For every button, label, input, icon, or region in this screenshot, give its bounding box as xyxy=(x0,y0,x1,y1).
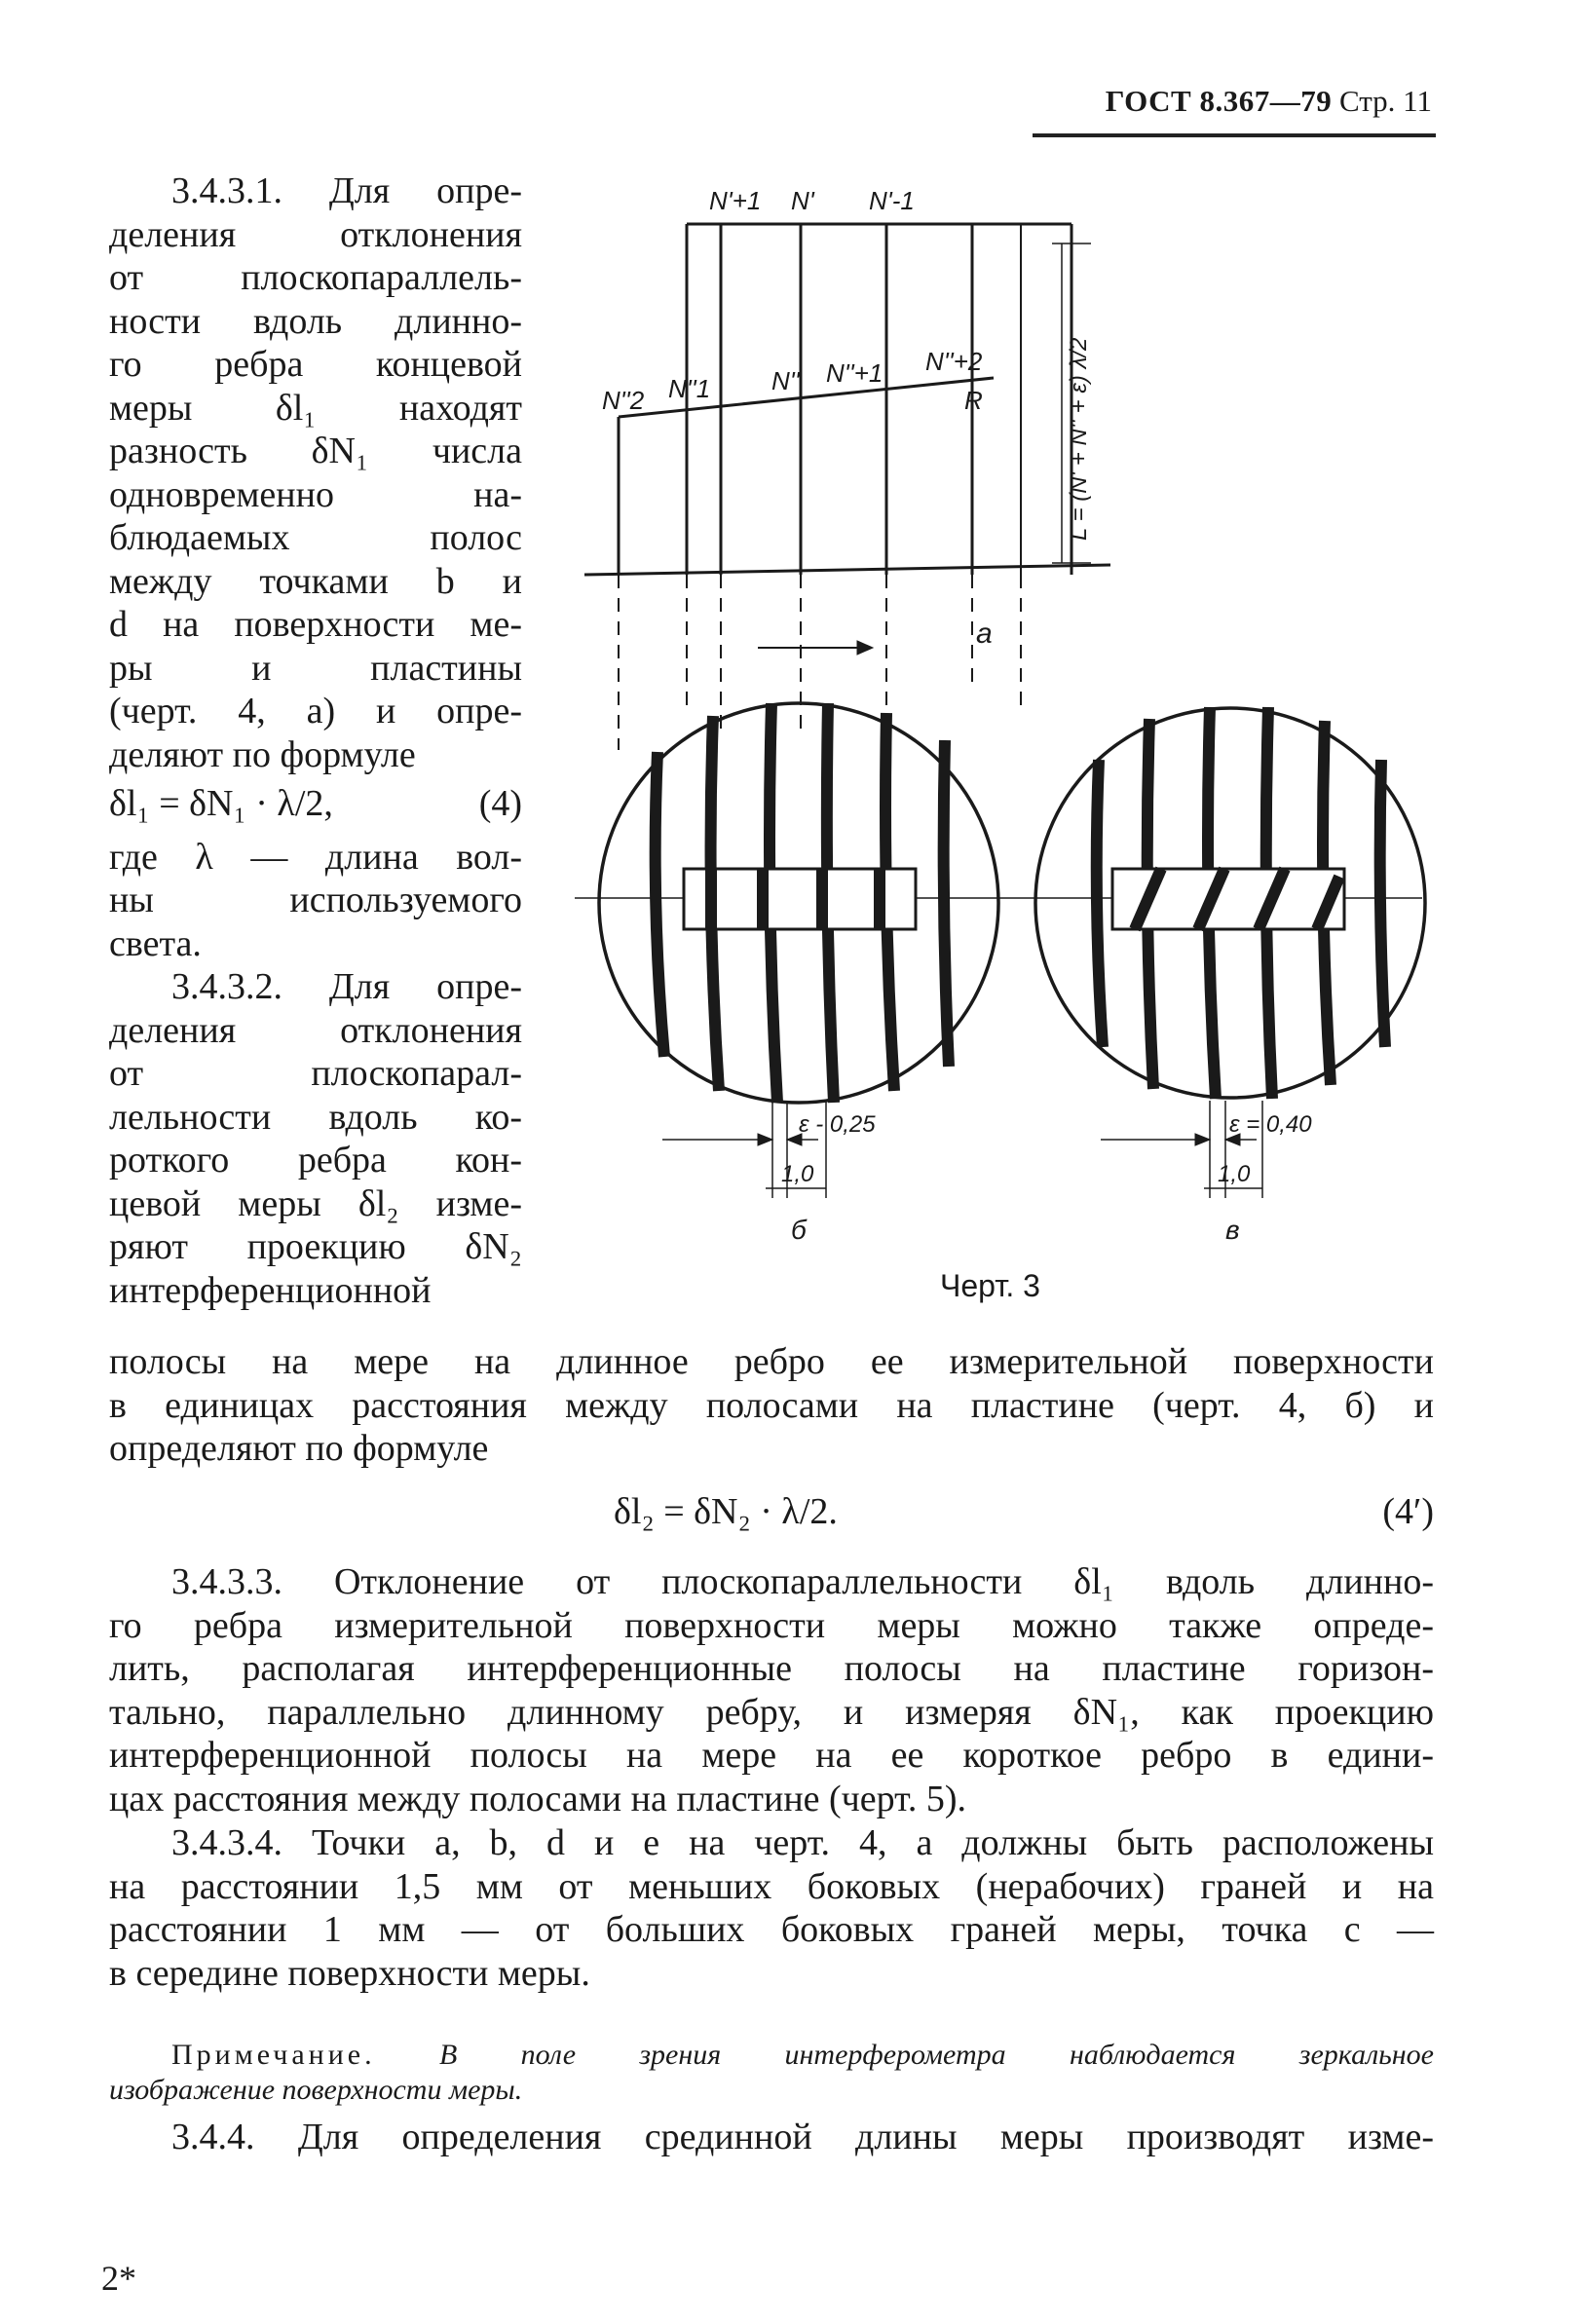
label-n-prime: N' xyxy=(791,186,814,215)
text-line: 3.4.3.4. Точки a, b, d и e на черт. 4, a должны быть расположены xyxy=(171,1822,1434,1863)
figure-drawing-3 xyxy=(565,166,1442,1276)
label-eps-v: ε = 0,40 xyxy=(1229,1111,1312,1138)
paragraph-3-4-3-2-cont xyxy=(109,1340,1434,1471)
label-r: R xyxy=(964,386,983,415)
note-line-1 xyxy=(109,2038,1434,2073)
page-footer-signature: 2* xyxy=(101,2259,136,2298)
text-line: ны используемого xyxy=(109,880,522,920)
standard-number: ГОСТ 8.367—79 xyxy=(1105,84,1333,118)
left-text-column xyxy=(109,169,522,1312)
text-line: ности вдоль длинно- xyxy=(109,300,522,342)
text-line: интерференционной полосы на мере на ее короткое ребро в едини- xyxy=(109,1735,1434,1776)
text-line: цах расстояния между полосами на пластине (черт. 5). xyxy=(109,1778,967,1819)
text-line: d на поверхности ме- xyxy=(109,604,522,645)
text-line: 3.4.4. Для определения срединной длины меры производят изме- xyxy=(171,2117,1434,2157)
label-n2: N'' xyxy=(771,366,800,395)
text-line: на расстоянии 1,5 мм от меньших боковых (нерабочих) граней и на xyxy=(109,1865,1434,1907)
text-line: между точками b и xyxy=(109,560,522,602)
text-line: одновременно на- xyxy=(109,473,522,515)
text-line: го ребра измерительной поверхности меры можно также опреде- xyxy=(109,1604,1434,1646)
label-n2-1: N''1 xyxy=(668,374,711,403)
label-dim-v: 1,0 xyxy=(1218,1161,1251,1187)
text-line: полосы на мере на длинное ребро ее измерительной поверхности xyxy=(109,1341,1434,1382)
note-label: Примечание. xyxy=(171,2039,376,2071)
page-number: Стр. 11 xyxy=(1338,84,1432,118)
text-line: в середине поверхности меры. xyxy=(109,1952,590,1994)
text-line: от плоскопарал- xyxy=(109,1053,522,1094)
text-line: разность δN₁ числа xyxy=(109,431,522,471)
paragraph-3-4-3-4 xyxy=(109,1821,1434,1995)
text-line: цевой меры δl₂ изме- xyxy=(109,1182,522,1224)
text-line: 3.4.3.2. Для опре- xyxy=(171,966,522,1007)
text-line: расстоянии 1 мм — от больших боковых граней меры, точка c — xyxy=(109,1909,1434,1950)
label-n2-plus-1: N''+1 xyxy=(826,358,883,388)
label-l-formula: L = (N' + N'' + ε) λ/2 xyxy=(1066,337,1092,541)
formula-4 xyxy=(109,782,522,826)
formula-4-prime-expr: δl₂ = δN₂ · λ/2. xyxy=(614,1491,838,1532)
text-line: лить, располагая интерференционные полосы на пластине горизон- xyxy=(109,1648,1434,1689)
text-line: меры δl₁ находят xyxy=(109,387,522,429)
text-line: деления отклонения xyxy=(109,1009,522,1051)
text-line: света. xyxy=(109,922,202,964)
note xyxy=(109,2038,1434,2108)
text-line: деляют по формуле xyxy=(109,733,416,775)
text-line: роткого ребра кон- xyxy=(109,1140,522,1181)
text-line: 3.4.3.1. Для опре- xyxy=(171,170,522,211)
text-line: где λ — длина вол- xyxy=(109,836,522,878)
label-n-prime-plus-1: N'+1 xyxy=(709,186,762,215)
paragraph-3-4-4 xyxy=(109,2116,1434,2159)
text-line: тально, параллельно длинному ребру, и измеряя δN₁, как проекцию xyxy=(109,1691,1434,1733)
projection-lines xyxy=(619,575,1021,750)
label-v: в xyxy=(1225,1215,1240,1245)
label-n2-2: N''2 xyxy=(602,386,645,415)
note-line-2: изображение поверхности меры. xyxy=(109,2074,523,2106)
formula-4-prime-number: (4′) xyxy=(1382,1491,1434,1532)
text-line: определяют по формуле xyxy=(109,1428,489,1469)
paragraph-3-4-3-3 xyxy=(109,1560,1434,1820)
arrow-head xyxy=(857,641,873,655)
header-rule xyxy=(1033,133,1436,137)
page-header xyxy=(1023,84,1432,119)
text-line: (черт. 4, a) и опре- xyxy=(109,691,522,731)
formula-4-expr: δl₁ = δN₁ · λ/2, xyxy=(109,783,333,824)
text-line: лельности вдоль ко- xyxy=(109,1096,522,1138)
text-line: от плоскопараллель- xyxy=(109,257,522,298)
base-line xyxy=(584,565,1110,575)
formula-4-prime xyxy=(614,1490,1434,1533)
label-dim-b: 1,0 xyxy=(781,1161,814,1187)
text-line: го ребра концевой xyxy=(109,344,522,385)
label-n2-plus-2: N''+2 xyxy=(925,347,983,376)
label-eps-b: ε - 0,25 xyxy=(799,1111,876,1138)
text-line: ры и пластины xyxy=(109,647,522,689)
label-b: б xyxy=(791,1215,807,1245)
label-a: a xyxy=(976,618,993,650)
note-text-1: В поле зрения интерферометра наблюдается зеркальное xyxy=(438,2039,1434,2071)
text-line: 3.4.3.3. Отклонение от плоскопараллельности δl₁ вдоль длинно- xyxy=(171,1561,1434,1602)
formula-4-number: (4) xyxy=(478,783,522,824)
text-line: блюдаемых полос xyxy=(109,517,522,558)
text-line: ряют проекцию δN₂ xyxy=(109,1226,522,1267)
label-n-prime-minus-1: N'-1 xyxy=(869,186,915,215)
text-line: в единицах расстояния между полосами на пластине (черт. 4, б) и xyxy=(109,1384,1434,1426)
text-line: интерференционной xyxy=(109,1269,432,1311)
text-line: деления отклонения xyxy=(109,213,522,255)
figure-caption: Черт. 3 xyxy=(940,1268,1040,1303)
